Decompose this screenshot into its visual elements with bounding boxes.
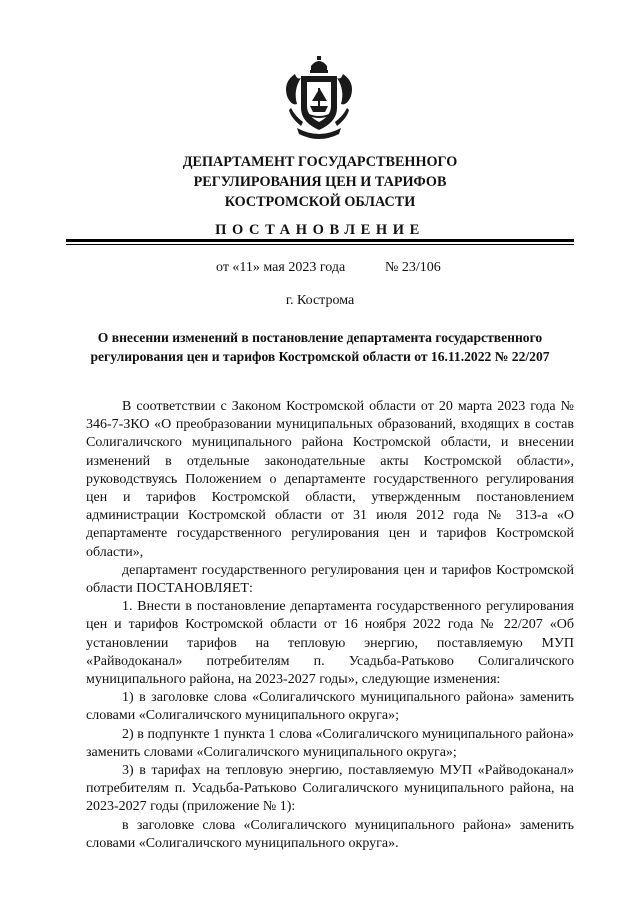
body-paragraph-subitem-1: 1) в заголовке слова «Солигаличского муниципального района» заменить словами «Солигаличского муниципального округа»; [86,690,574,724]
body-paragraph-subitem-2: 2) в подпункте 1 пункта 1 слова «Солигаличского муниципального района» заменить словами «Солигаличского муниципального округа»; [86,726,574,760]
header-divider-thick [66,239,574,242]
body-paragraph-resolves: департамент государственного регулирования цен и тарифов Костромской области ПОСТАНОВЛЯЕТ: [86,562,574,597]
document-number: № 23/106 [385,260,441,275]
body-paragraph-heading-change: в заголовке слова «Солигаличского муниципального района» заменить словами «Солигаличского муниципального округа». [86,817,574,851]
body-paragraph-preamble: В соответствии с Законом Костромской области от 20 марта 2023 года № 346-7-ЗКО «О преобразовании муниципальных образований, входящих в состав Солигаличского муниципального района Костромской области, и внесении изменений в отдельные законодательные акты Костромской области», руководствуясь Положением о департаменте государственного регулирования цен и тарифов Костромской области, утвержденным постановлением администрации Костромской области от 31 июля 2012 года № 313-а «О департаменте государственного регулирования цен и тарифов Костромской области», [86,399,574,560]
department-name-line-1: ДЕПАРТАМЕНТ ГОСУДАРСТВЕННОГО [182,154,458,170]
body-paragraph-subitem-3: 3) в тарифах на тепловую энергию, поставляемую МУП «Райводоканал» потребителям п. Усадьба-Ратьково Солигаличского муниципального района, на 2023-2027 годы (приложение № 1): [86,763,574,815]
subject-line-1: О внесении изменений в постановление департамента государственного [97,330,543,345]
header-divider-thin [66,244,574,245]
document-type: ПОСТАНОВЛЕНИЕ [215,222,425,238]
body-paragraph-item-1: 1. Внести в постановление департамента государственного регулирования цен и тарифов Костромской области от 16 ноября 2022 года № 22/207 «Об установлении тарифов на тепловую энергию, поставляемую МУП «Райводоканал» потребителям п. Усадьба-Ратьково Солигаличского муниципального района, на 2023-2027 годы», следующие изменения: [86,599,574,688]
department-name-line-3: КОСТРОМСКОЙ ОБЛАСТИ [224,194,416,210]
subject-line-2: регулирования цен и тарифов Костромской области от 16.11.2022 № 22/207 [90,349,550,364]
document-subject [0,328,640,366]
document-city: г. Кострома [285,293,355,308]
document-date: от «11» мая 2023 года [216,260,346,275]
department-name [0,152,640,212]
document-body [86,398,574,853]
department-name-line-2: РЕГУЛИРОВАНИЯ ЦЕН И ТАРИФОВ [193,174,447,190]
coat-of-arms-icon [281,56,357,140]
